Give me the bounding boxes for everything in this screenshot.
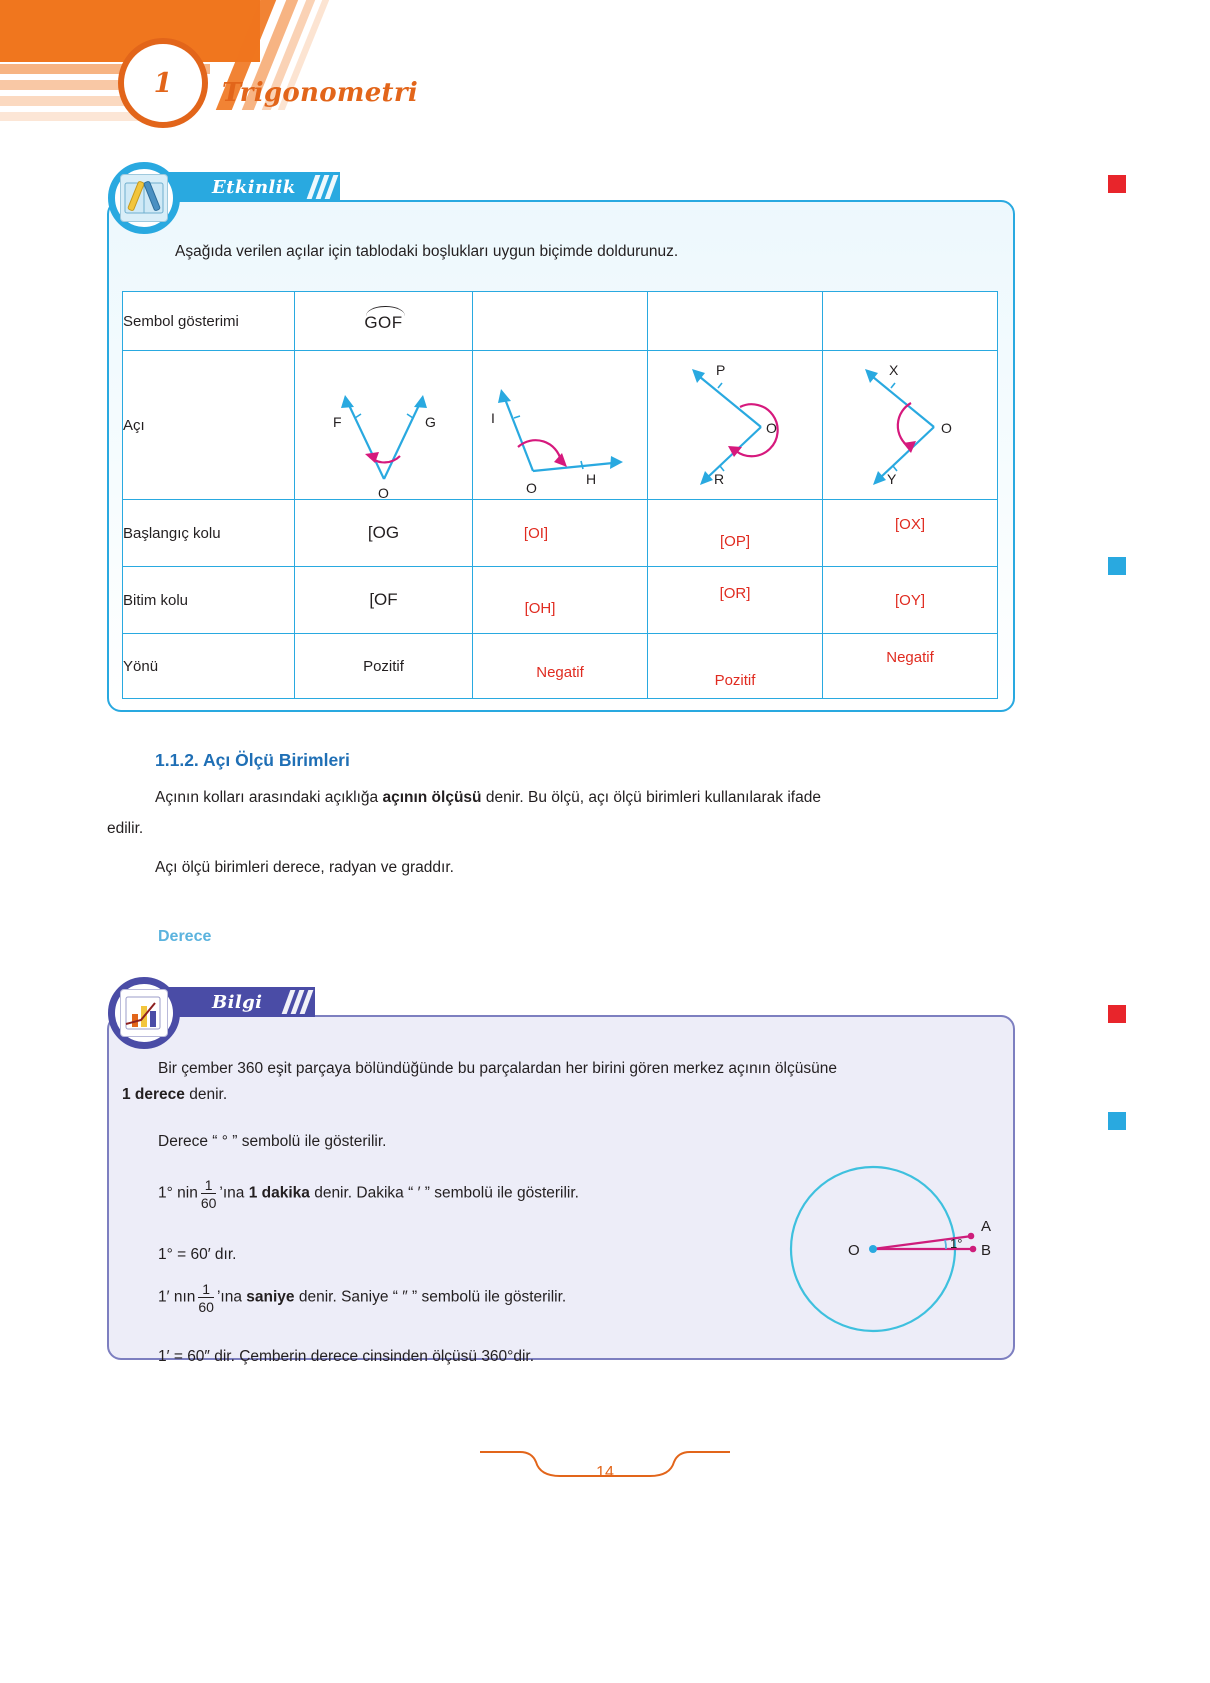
svg-text:O: O bbox=[766, 420, 777, 436]
page-number: 14 bbox=[596, 1464, 614, 1481]
bilgi-l1-part1: Bir çember 360 eşit parçaya bölündüğünde bu parçalardan her birini gören merkez açının ölçüsüne bbox=[158, 1060, 837, 1077]
svg-text:H: H bbox=[586, 471, 597, 487]
bilgi-line-1 bbox=[158, 1057, 998, 1080]
margin-tab-3 bbox=[1108, 1005, 1126, 1023]
end-arm-cell-3: [OR] bbox=[648, 567, 823, 634]
fraction-denominator-1: 60 bbox=[200, 1194, 217, 1211]
badge-slashes-icon bbox=[311, 175, 334, 199]
section-paragraph-2: Açı ölçü birimleri derece, radyan ve graddır. bbox=[155, 859, 454, 876]
margin-tab-2 bbox=[1108, 557, 1126, 575]
badge-slashes-icon-bilgi bbox=[286, 990, 309, 1014]
bilgi-l3-b: ’ına bbox=[219, 1184, 249, 1202]
svg-text:O: O bbox=[941, 420, 952, 436]
table-row-start-arm bbox=[123, 500, 998, 567]
svg-text:I: I bbox=[491, 410, 495, 426]
svg-text:O: O bbox=[378, 485, 389, 499]
bilgi-badge-label: Bilgi bbox=[212, 991, 263, 1013]
angle-symbol-gof: GOF bbox=[364, 309, 402, 333]
section-heading: 1.1.2. Açı Ölçü Birimleri bbox=[155, 750, 350, 770]
bilgi-l1-part2: denir. bbox=[184, 1086, 228, 1103]
fraction-numerator-1: 1 bbox=[204, 1177, 213, 1193]
svg-text:X: X bbox=[889, 362, 899, 378]
angle-diagram-3 bbox=[648, 351, 823, 500]
fraction-denominator-2: 60 bbox=[198, 1298, 214, 1315]
angle-hat-icon bbox=[366, 306, 404, 316]
row-label-direction: Yönü bbox=[123, 634, 295, 699]
row-label-start-arm: Başlangıç kolu bbox=[123, 500, 295, 567]
symbol-cell-4 bbox=[823, 292, 998, 351]
bilgi-l1-bold: 1 derece bbox=[122, 1086, 185, 1103]
angle-diagram-2 bbox=[473, 351, 648, 500]
para1-bold: açının ölçüsü bbox=[382, 789, 482, 806]
bilgi-l5-b: ’ına bbox=[216, 1288, 247, 1306]
bilgi-line-6: 1′ = 60″ dir. Çemberin derece cinsinden ölçüsü 360°dir. bbox=[158, 1348, 535, 1365]
start-arm-cell-1: [OG bbox=[295, 500, 473, 567]
bilgi-line-1b bbox=[122, 1083, 227, 1106]
angle-diagram-1 bbox=[295, 351, 473, 500]
svg-text:F: F bbox=[333, 414, 342, 430]
start-arm-cell-2: [OI] bbox=[473, 500, 648, 567]
bilgi-line-5 bbox=[158, 1282, 566, 1315]
fraction-numerator-2: 1 bbox=[202, 1281, 211, 1297]
degree-circle-diagram bbox=[760, 1155, 1000, 1360]
svg-text:G: G bbox=[425, 414, 436, 430]
direction-cell-3: Pozitif bbox=[648, 634, 823, 699]
footer-decoration bbox=[470, 1446, 740, 1448]
table-row-angle-diagrams bbox=[123, 351, 998, 500]
chapter-title: Trigonometri bbox=[222, 78, 419, 108]
section-paragraph-1 bbox=[155, 786, 1010, 810]
end-arm-cell-4: [OY] bbox=[823, 567, 998, 634]
table-row-end-arm bbox=[123, 567, 998, 634]
table-row-direction bbox=[123, 634, 998, 699]
etkinlik-intro-text: Aşağıda verilen açılar için tablodaki boşlukları uygun biçimde doldurunuz. bbox=[175, 243, 679, 260]
bilgi-l5-a: 1′ nın bbox=[158, 1288, 196, 1306]
bilgi-line-4: 1° = 60′ dır. bbox=[158, 1246, 237, 1263]
svg-text:Y: Y bbox=[887, 471, 897, 487]
direction-cell-1: Pozitif bbox=[295, 634, 473, 699]
para1-part2: denir. Bu ölçü, açı ölçü birimleri kullanılarak ifade bbox=[481, 789, 821, 806]
bilgi-line-3 bbox=[158, 1178, 579, 1211]
svg-text:1°: 1° bbox=[950, 1236, 963, 1251]
derece-heading: Derece bbox=[158, 928, 212, 945]
bilgi-l3-bold: 1 dakika bbox=[248, 1184, 310, 1202]
bilgi-line-2: Derece “ ° ” sembolü ile gösterilir. bbox=[158, 1133, 387, 1150]
angle-diagram-4 bbox=[823, 351, 998, 500]
page-header bbox=[0, 0, 1210, 150]
etkinlik-badge-label: Etkinlik bbox=[212, 176, 296, 198]
bilgi-l3-a: 1° nin bbox=[158, 1184, 198, 1202]
margin-tab-1 bbox=[1108, 175, 1126, 193]
svg-text:A: A bbox=[981, 1218, 992, 1235]
bar-chart-icon bbox=[120, 989, 168, 1037]
row-label-angle: Açı bbox=[123, 351, 295, 500]
bilgi-l5-c: denir. Saniye “ ″ ” sembolü ile gösterilir. bbox=[294, 1288, 567, 1306]
bilgi-l3-c: denir. Dakika “ ′ ” sembolü ile gösterilir. bbox=[309, 1184, 579, 1202]
margin-tab-4 bbox=[1108, 1112, 1126, 1130]
book-pencil-icon bbox=[120, 174, 168, 222]
end-arm-cell-2: [OH] bbox=[473, 567, 648, 634]
symbol-cell-2 bbox=[473, 292, 648, 351]
chapter-number: 1 bbox=[153, 67, 173, 99]
fraction-one-sixtieth-1 bbox=[201, 1178, 217, 1211]
symbol-cell-1 bbox=[295, 292, 473, 351]
etkinlik-icon-circle bbox=[108, 162, 180, 234]
svg-text:R: R bbox=[714, 471, 725, 487]
section-paragraph-1-line2: edilir. bbox=[107, 820, 144, 837]
fraction-one-sixtieth-2 bbox=[198, 1282, 214, 1315]
start-arm-cell-4: [OX] bbox=[823, 500, 998, 567]
svg-text:O: O bbox=[526, 480, 537, 496]
svg-text:O: O bbox=[848, 1242, 860, 1259]
row-label-end-arm: Bitim kolu bbox=[123, 567, 295, 634]
start-arm-cell-3: [OP] bbox=[648, 500, 823, 567]
end-arm-cell-1: [OF bbox=[295, 567, 473, 634]
svg-text:P: P bbox=[716, 362, 726, 378]
row-label-symbol: Sembol gösterimi bbox=[123, 292, 295, 351]
symbol-cell-3 bbox=[648, 292, 823, 351]
angle-table bbox=[122, 291, 998, 699]
direction-cell-2: Negatif bbox=[473, 634, 648, 699]
bilgi-icon-circle bbox=[108, 977, 180, 1049]
direction-cell-4: Negatif bbox=[823, 634, 998, 699]
bilgi-l5-bold: saniye bbox=[246, 1288, 295, 1306]
table-row-symbol bbox=[123, 292, 998, 351]
para1-part1: Açının kolları arasındaki açıklığa bbox=[155, 789, 383, 806]
svg-text:B: B bbox=[981, 1242, 992, 1259]
